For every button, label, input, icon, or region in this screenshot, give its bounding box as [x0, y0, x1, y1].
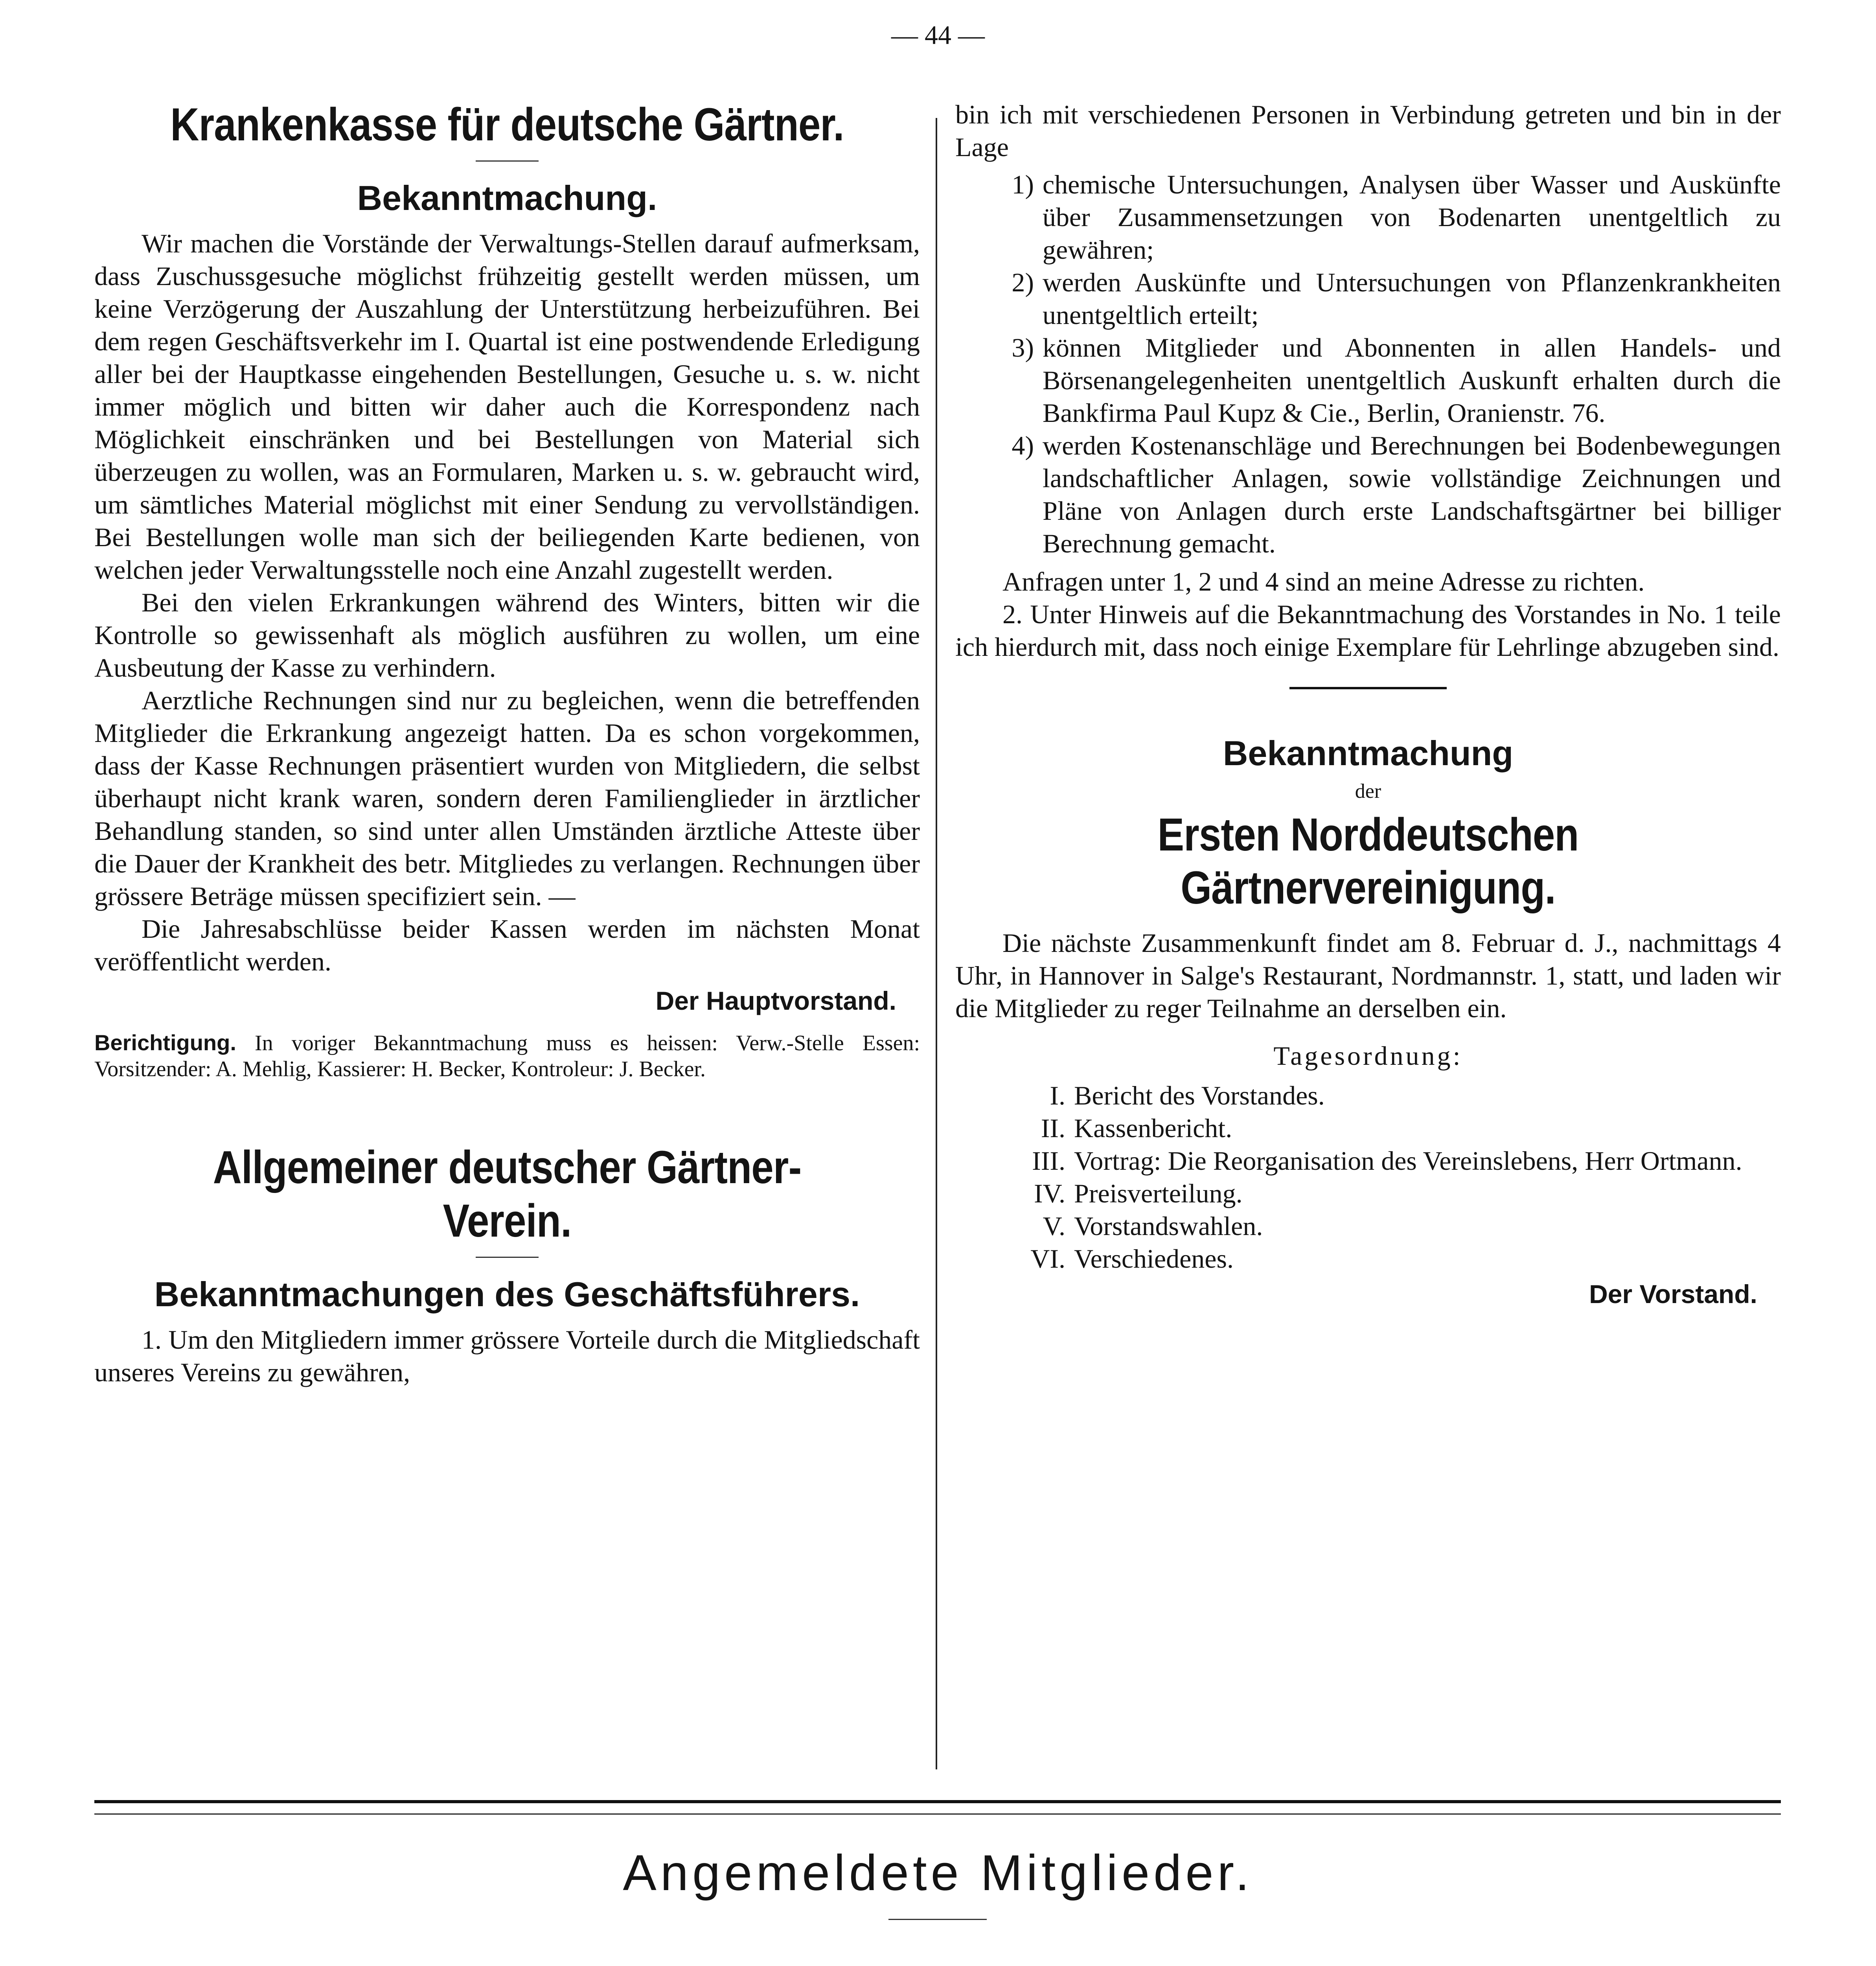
list-number: 2) — [1012, 267, 1034, 297]
agenda-list — [955, 1079, 1781, 1275]
agenda-number: I. — [1050, 1080, 1065, 1110]
member-row — [1230, 1964, 1773, 1966]
members-column-3 — [1230, 1964, 1773, 1966]
correction-text: In voriger Bekanntmachung muss es heissen: Verw.-Stelle Essen: Vorsitzender: A. Mehlig, Kassierer: H. Becker, Kontroleur: J. Becker. — [94, 1031, 920, 1082]
agenda-text: Vorstandswahlen. — [1074, 1211, 1263, 1241]
paragraph: Wir machen die Vorstände der Verwaltungs-Stellen darauf aufmerksam, dass Zuschussgesuche möglichst frühzeitig gestellt werden müssen, um keine Verzögerung der Auszahlung der Unterstützung herbeizuführen. Bei dem regen Geschäftsverkehr im I. Quartal ist eine postwendende Erledigung aller bei der Hauptkasse eingehenden Bestellungen, Gesuche u. s. w. nicht immer möglich und bitten wir daher auch die Korrespondenz nach Möglichkeit einschränken und bei Bestellungen von Material sich überzeugen zu wollen, was an Formularen, Marken u. s. w. gebraucht wird, um sämtliches Material möglichst mit einer Sendung zu vervollständigen. Bei Bestellungen wolle man sich der beiliegenden Karte bedienen, von welchen jeder Verwaltungsstelle noch eine Anzahl zugestellt werden. — [94, 228, 920, 585]
agenda-number: IV. — [1034, 1178, 1065, 1208]
agenda-item — [955, 1243, 1781, 1275]
signature-vorstand: Der Vorstand. — [1589, 1279, 1757, 1309]
list-text: werden Kostenanschläge und Berechnungen bei Bodenbewegungen landschaftlicher Anlagen, sowie vollständige Zeichnungen und Pläne von Anlagen durch erste Landschaftsgärtner bei billiger Berechnung gemacht. — [1043, 431, 1781, 558]
list-item — [955, 331, 1781, 429]
agenda-number: II. — [1041, 1113, 1065, 1143]
agenda-text: Bericht des Vorstandes. — [1074, 1080, 1325, 1110]
section-rule — [1289, 687, 1447, 689]
list-item — [955, 168, 1781, 266]
agenda-text: Vortrag: Die Reorganisation des Vereinslebens, Herr Ortmann. — [1074, 1145, 1742, 1176]
member-name — [1230, 1964, 1553, 1966]
column-divider — [936, 118, 937, 1769]
list-item — [955, 429, 1781, 560]
krankenkasse-title: Krankenkasse für deutsche Gärtner. — [170, 99, 844, 151]
members-title-rule — [888, 1919, 987, 1920]
announcement-der: der — [1355, 780, 1381, 803]
agenda-number: III. — [1032, 1145, 1065, 1176]
page-number: — 44 — — [891, 20, 985, 50]
paragraph: Bei den vielen Erkrankungen während des Winters, bitten wir die Kontrolle so gewissenhaft als möglich ausführen zu wollen, um eine Ausbeutung der Kasse zu verhindern. — [94, 587, 920, 683]
list-number: 1) — [1012, 169, 1034, 199]
member-row — [664, 1964, 1207, 1966]
announcement-heading: Bekanntmachung — [1223, 734, 1514, 773]
member-name — [664, 1964, 987, 1966]
paragraph: Anfragen unter 1, 2 und 4 sind an meine Adresse zu richten. — [1002, 567, 1645, 596]
list-number: 4) — [1012, 431, 1034, 460]
section-divider-thin — [94, 1813, 1781, 1815]
paragraph: Aerztliche Rechnungen sind nur zu begleichen, wenn die betreffenden Mitglieder die Erkrankung angezeigt hatten. Da es schon vorgekommen, dass der Kasse Rechnungen präsentiert wurden von Mitgliedern, die selbst überhaupt nicht krank waren, sondern deren Familienglieder in ärztlicher Behandlung standen, so sind unter allen Umständen ärztliche Atteste über die Dauer der Krankheit des betr. Mitgliedes zu verlangen. Rechnungen über grössere Beträge müssen specifiziert sein. — — [94, 685, 920, 911]
paragraph: Die nächste Zusammenkunft findet am 8. Februar d. J., nachmittags 4 Uhr, in Hannover in Salge's Restaurant, Nordmannstr. 1, statt, und laden wir die Mitglieder zu reger Teilnahme an derselben ein. — [955, 928, 1781, 1023]
signature-hauptvorstand: Der Hauptvorstand. — [655, 986, 896, 1016]
agenda-item — [955, 1079, 1781, 1112]
agenda-number: V. — [1043, 1211, 1065, 1241]
agenda-item — [955, 1145, 1781, 1177]
section-divider-thick — [94, 1800, 1781, 1803]
title-rule — [476, 160, 539, 162]
agenda-item — [955, 1177, 1781, 1210]
agenda-text: Preisverteilung. — [1074, 1178, 1243, 1208]
paragraph: Die Jahresabschlüsse beider Kassen werden im nächsten Monat veröffentlicht werden. — [94, 914, 920, 977]
members-column-2 — [664, 1964, 1207, 1966]
paragraph: 2. Unter Hinweis auf die Bekanntmachung des Vorstandes in No. 1 teile ich hierdurch mit, dass noch einige Exemplare für Lehrlinge abzugeben sind. — [955, 599, 1781, 662]
right-column — [955, 98, 1781, 1323]
agenda-title: Tagesordnung: — [1273, 1040, 1463, 1071]
correction-label: Berichtigung. — [94, 1030, 236, 1055]
member-place — [425, 1964, 645, 1966]
list-text: werden Auskünfte und Untersuchungen von Pflanzenkrankheiten unentgeltlich erteilt; — [1043, 267, 1781, 330]
list-text: chemische Untersuchungen, Analysen über Wasser und Auskünfte über Zusammensetzungen von Bodenarten unentgeltlich zu gewähren; — [1043, 169, 1781, 265]
correction-note — [94, 1030, 920, 1082]
member-row — [102, 1964, 645, 1966]
gaertnervereinigung-title: Ersten Norddeutschen Gärtnervereinigung. — [1157, 808, 1579, 914]
agenda-text: Kassenbericht. — [1074, 1113, 1232, 1143]
member-name — [102, 1964, 425, 1966]
member-place — [987, 1964, 1207, 1966]
verein-title: Allgemeiner deutscher Gärtner-Verein. — [213, 1141, 802, 1247]
services-list — [955, 168, 1781, 560]
agenda-item — [955, 1112, 1781, 1145]
bekanntmachung-heading: Bekanntmachung. — [357, 178, 657, 217]
members-title: Angemeldete Mitglieder. — [623, 1845, 1253, 1901]
agenda-text: Verschiedenes. — [1074, 1243, 1234, 1274]
list-number: 3) — [1012, 333, 1034, 363]
member-place — [1553, 1964, 1773, 1966]
paragraph: bin ich mit verschiedenen Personen in Verbindung getreten und bin in der Lage — [955, 99, 1781, 162]
left-column — [94, 98, 920, 1389]
title-rule — [476, 1257, 539, 1258]
agenda-item — [955, 1210, 1781, 1243]
agenda-number: VI. — [1030, 1243, 1065, 1274]
list-item — [955, 266, 1781, 331]
paragraph: 1. Um den Mitgliedern immer grössere Vorteile durch die Mitgliedschaft unseres Vereins zu gewähren, — [94, 1325, 920, 1388]
members-column-1 — [102, 1964, 645, 1966]
list-text: können Mitglieder und Abonnenten in allen Handels- und Börsenangelegenheiten unentgeltlich Auskunft erhalten durch die Bankfirma Paul Kupz & Cie., Berlin, Oranienstr. 76. — [1043, 333, 1781, 428]
geschaeftsfuehrer-heading: Bekanntmachungen des Geschäftsführers. — [154, 1274, 860, 1314]
